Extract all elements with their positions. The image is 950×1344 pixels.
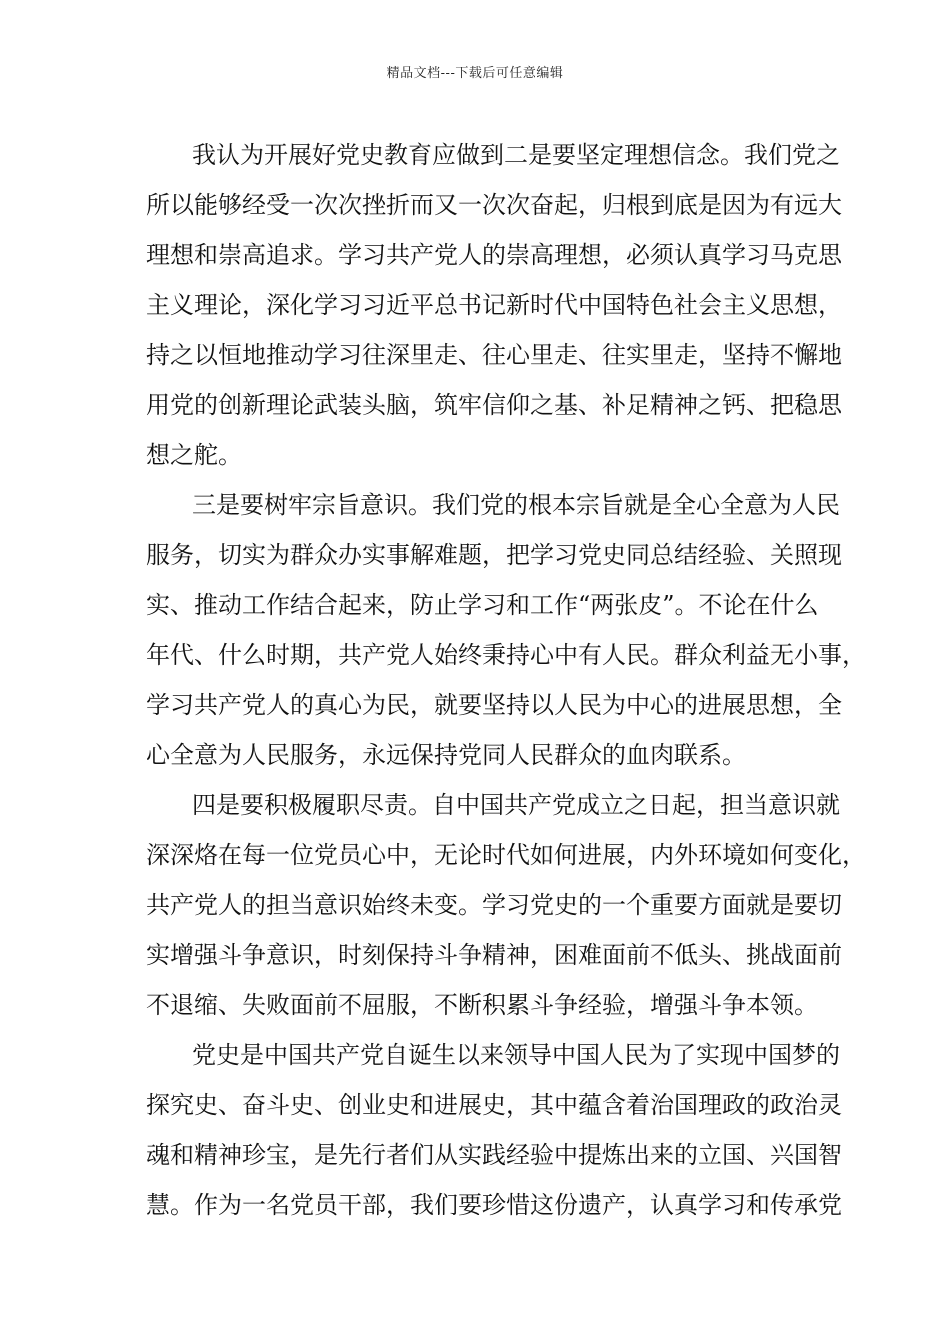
- paragraph-3-line-1: 四是要积极履职尽责。自中国共产党成立之日起，担当意识就: [192, 791, 840, 819]
- paragraph-3-line-2: 深深烙在每一位党员心中，无论时代如何进展，内外环境如何变化，: [146, 841, 866, 869]
- paragraph-2-line-6: 心全意为人民服务，永远保持党同人民群众的血肉联系。: [146, 741, 746, 769]
- paragraph-3-line-5: 不退缩、失败面前不屈服，不断积累斗争经验，增强斗争本领。: [146, 991, 818, 1019]
- paragraph-1-line-6: 用党的创新理论武装头脑，筑牢信仰之基、补足精神之钙、把稳思: [146, 391, 842, 419]
- document-body: [146, 130, 866, 1230]
- paragraph-1-line-5: 持之以恒地推动学习往深里走、往心里走、往实里走，坚持不懈地: [146, 341, 842, 369]
- paragraph-4-line-1: 党史是中国共产党自诞生以来领导中国人民为了实现中国梦的: [192, 1041, 840, 1069]
- paragraph-2-line-1: 三是要树牢宗旨意识。我们党的根本宗旨就是全心全意为人民: [192, 491, 840, 519]
- paragraph-1-line-2: 所以能够经受一次次挫折而又一次次奋起，归根到底是因为有远大: [146, 191, 842, 219]
- paragraph-2-line-5: 学习共产党人的真心为民，就要坚持以人民为中心的进展思想，全: [146, 691, 842, 719]
- paragraph-1-line-1: 我认为开展好党史教育应做到二是要坚定理想信念。我们党之: [192, 141, 840, 169]
- paragraph-4-line-3: 魂和精神珍宝，是先行者们从实践经验中提炼出来的立国、兴国智: [146, 1141, 842, 1169]
- paragraph-4-line-2: 探究史、奋斗史、创业史和进展史，其中蕴含着治国理政的政治灵: [146, 1091, 842, 1119]
- page-header: 精品文档---下载后可任意编辑: [386, 66, 564, 81]
- paragraph-1-line-4: 主义理论，深化学习习近平总书记新时代中国特色社会主义思想，: [146, 291, 842, 319]
- paragraph-3-line-4: 实增强斗争意识，时刻保持斗争精神，困难面前不低头、挑战面前: [146, 941, 842, 969]
- paragraph-2-line-2: 服务，切实为群众办实事解难题，把学习党史同总结经验、关照现: [146, 541, 842, 569]
- paragraph-4-line-4: 慧。作为一名党员干部，我们要珍惜这份遗产，认真学习和传承党: [146, 1191, 842, 1219]
- paragraph-2-line-4: 年代、什么时期，共产党人始终秉持心中有人民。群众利益无小事，: [146, 641, 866, 669]
- paragraph-3-line-3: 共产党人的担当意识始终未变。学习党史的一个重要方面就是要切: [146, 891, 842, 919]
- paragraph-1-line-3: 理想和崇高追求。学习共产党人的崇高理想，必须认真学习马克思: [146, 241, 842, 269]
- paragraph-1-line-7: 想之舵。: [146, 441, 242, 469]
- paragraph-2-line-3: 实、推动工作结合起来，防止学习和工作“两张皮”。不论在什么: [146, 591, 819, 619]
